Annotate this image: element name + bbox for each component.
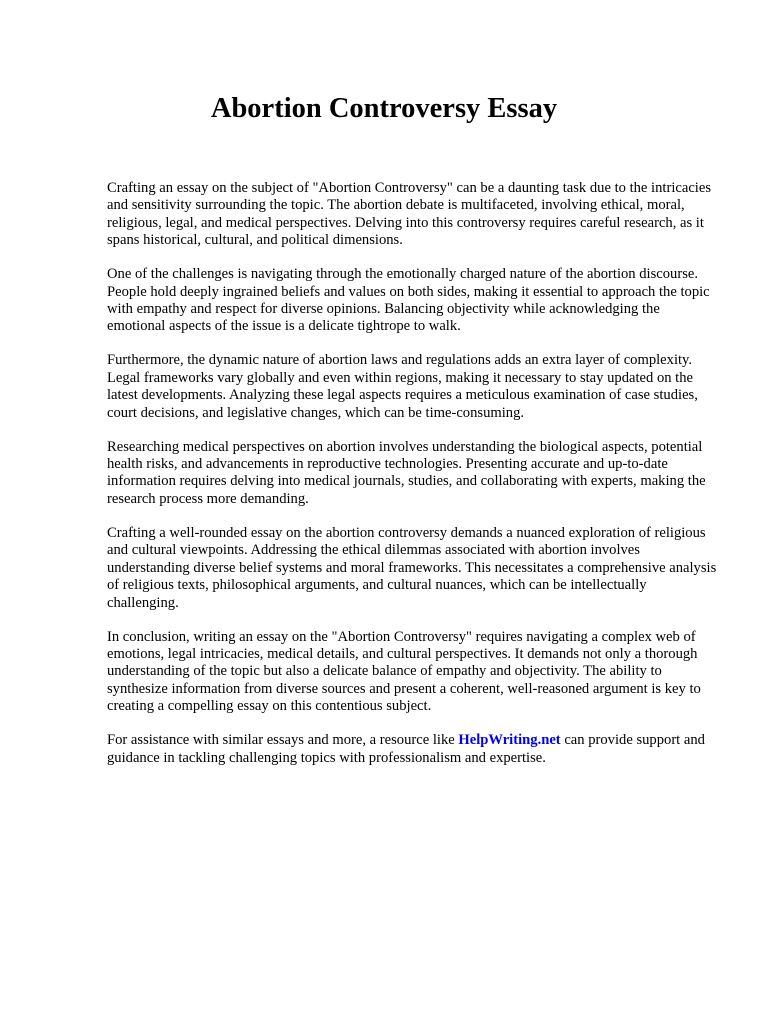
paragraph-intro: Crafting an essay on the subject of "Abortion Controversy" can be a daunting task due to the intricacies and sensitivity surrounding the topic. The abortion debate is multifaceted, involving ethical, moral, religious, legal, and medical perspectives. Delving into this controversy requires careful research, as it spans historical, cultural, and political dimensions. <box>107 180 712 249</box>
closing-text-after-link: can provide support and guidance in tackling challenging topics with professionalism and expertise. <box>107 732 705 766</box>
paragraph-medical-perspectives: Researching medical perspectives on abortion involves understanding the biological aspects, potential health risks, and advancements in reproductive technologies. Presenting accurate and up-to-date information requires delving into medical journals, studies, and collaborating with experts, making the research process more demanding. <box>107 438 706 507</box>
paragraph-conclusion: In conclusion, writing an essay on the "Abortion Controversy" requires navigating a complex web of emotions, legal intricacies, medical details, and cultural perspectives. It demands not only a thorough understanding of the topic but also a delicate balance of empathy and objectivity. The ability to synthesize information from diverse sources and present a coherent, well-reasoned argument is key to creating a compelling essay on this contentious subject. <box>107 628 701 715</box>
paragraph-religious-cultural: Crafting a well-rounded essay on the abortion controversy demands a nuanced exploration of religious and cultural viewpoints. Addressing the ethical dilemmas associated with abortion involves understanding diverse belief systems and moral frameworks. This necessitates a comprehensive analysis of religious texts, philosophical arguments, and cultural nuances, which can be intellectually challenging. <box>107 524 717 611</box>
closing-text-before-link: For assistance with similar essays and more, a resource like <box>107 732 459 749</box>
helpwriting-link[interactable]: HelpWriting.net <box>458 732 561 749</box>
page-title: Abortion Controversy Essay <box>210 93 558 124</box>
essay-body <box>107 180 719 784</box>
paragraph-closing <box>107 732 719 767</box>
paragraph-legal-complexity: Furthermore, the dynamic nature of abortion laws and regulations adds an extra layer of complexity. Legal frameworks vary globally and even within regions, making it necessary to stay updated on the latest developments. Analyzing these legal aspects requires a meticulous examination of case studies, court decisions, and legislative changes, which can be time-consuming. <box>107 352 698 421</box>
paragraph-emotional-discourse: One of the challenges is navigating through the emotionally charged nature of the abortion discourse. People hold deeply ingrained beliefs and values on both sides, making it essential to approach the topic with empathy and respect for diverse opinions. Balancing objectivity while acknowledging the emotional aspects of the issue is a delicate tightrope to walk. <box>107 266 710 335</box>
